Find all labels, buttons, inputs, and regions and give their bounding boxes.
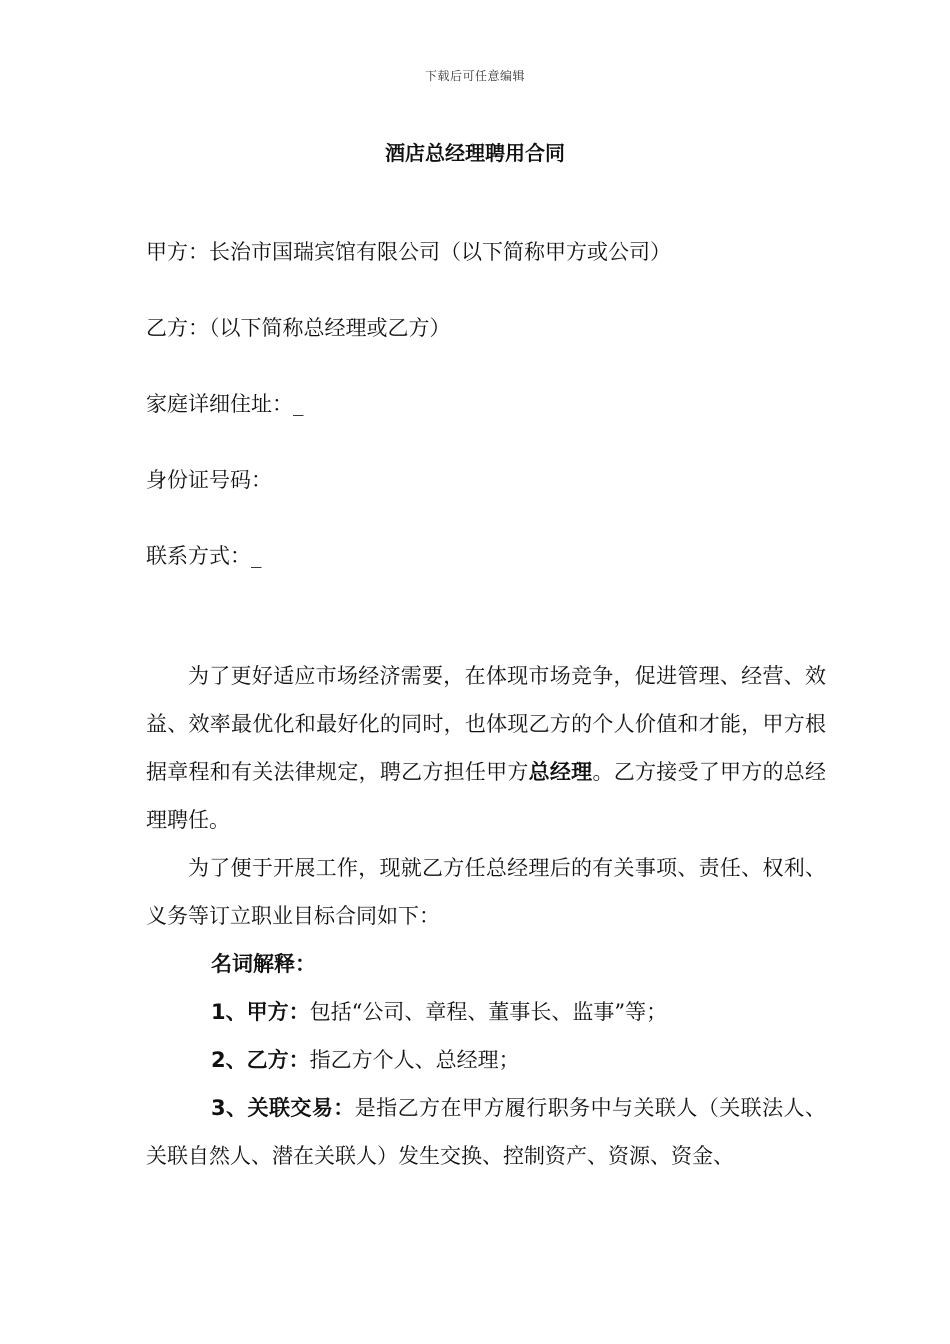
definition-label: 2、乙方： bbox=[211, 1048, 310, 1072]
purpose-paragraph: 为了便于开展工作，现就乙方任总经理后的有关事项、责任、权利、义务等订立职业目标合同如下： bbox=[146, 856, 826, 928]
definition-text: 指乙方个人、总经理； bbox=[309, 1048, 520, 1072]
intro-text-before: 为了更好适应市场经济需要，在体现市场竞争，促进管理、经营、效益、效率最优化和最好化的同时，也体现乙方的个人价值和才能，甲方根据章程和有关法律规定，聘乙方担任甲方 bbox=[146, 664, 826, 784]
definitions-heading-text: 名词解释： bbox=[211, 952, 316, 976]
definition-label: 3、关联交易： bbox=[211, 1096, 355, 1120]
contact-field: 联系方式：_ bbox=[146, 544, 262, 568]
definition-item bbox=[146, 1084, 826, 1180]
intro-paragraph bbox=[146, 652, 826, 844]
id-number-field: 身份证号码： bbox=[146, 468, 272, 492]
definitions-heading bbox=[146, 940, 826, 988]
intro-bold-term: 总经理 bbox=[528, 760, 593, 784]
header-note: 下载后可任意编辑 bbox=[424, 69, 525, 83]
party-a-field: 甲方：长治市国瑞宾馆有限公司（以下简称甲方或公司） bbox=[146, 240, 671, 264]
definition-item bbox=[146, 1036, 826, 1084]
intro-text-after: 。乙方接受了甲方的总经理聘任。 bbox=[146, 760, 827, 832]
document-title: 酒店总经理聘用合同 bbox=[385, 141, 565, 165]
address-field: 家庭详细住址：_ bbox=[146, 392, 304, 416]
definition-item bbox=[146, 988, 826, 1036]
definition-text: 包括“公司、章程、董事长、监事”等； bbox=[309, 1000, 668, 1024]
contract-body bbox=[146, 652, 826, 1180]
definition-text: 是指乙方在甲方履行职务中与关联人（关联法人、关联自然人、潜在关联人）发生交换、控制资产、资源、资金、 bbox=[146, 1096, 826, 1168]
definition-label: 1、甲方： bbox=[211, 1000, 310, 1024]
party-b-field: 乙方：（以下简称总经理或乙方） bbox=[146, 316, 451, 340]
